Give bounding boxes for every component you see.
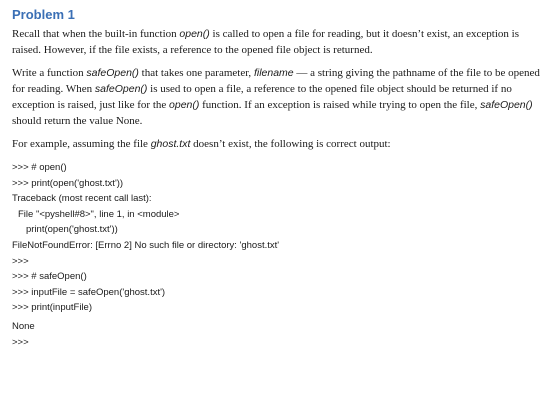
example-paragraph xyxy=(12,136,540,152)
task-paragraph xyxy=(12,65,540,129)
safeopen-function-ref: safeOpen() xyxy=(480,99,533,111)
open-function-ref: open() xyxy=(179,28,210,40)
task-text: is used to open a file, a reference to the opened file object should be returned if no exception is raised, just like for the xyxy=(12,83,512,111)
code-line: >>> print(open('ghost.txt')) xyxy=(12,177,124,189)
intro-text: is called to open a file for reading, but it doesn’t exist, an exception is raised. However, if the file exists, a reference to the opened file object is returned. xyxy=(12,28,520,56)
code-line: >>> # safeOpen() xyxy=(12,271,87,283)
document-page xyxy=(12,6,540,350)
task-text: should return the value None. xyxy=(12,115,143,127)
code-line: Traceback (most recent call last): xyxy=(12,193,152,205)
code-line: print(open('ghost.txt')) xyxy=(26,224,118,236)
safeopen-function-ref: safeOpen() xyxy=(86,67,139,79)
task-text: that takes one parameter, xyxy=(138,67,254,79)
code-line: >>> print(inputFile) xyxy=(12,302,92,314)
intro-text: Recall that when the built-in function xyxy=(12,28,180,40)
filename-param-ref: filename xyxy=(253,67,294,79)
example-text: For example, assuming the file xyxy=(12,138,151,150)
task-text: Write a function xyxy=(12,67,87,79)
code-line: >>> xyxy=(12,336,29,348)
open-function-ref: open() xyxy=(169,99,200,111)
code-line: File "<pyshell#8>", line 1, in <module> xyxy=(18,208,180,220)
code-line: None xyxy=(12,320,35,332)
example-text: doesn’t exist, the following is correct output: xyxy=(190,138,391,150)
code-line: >>> xyxy=(12,255,29,267)
task-text: — a string giving the pathname of the file to be opened for reading. When xyxy=(12,67,540,95)
code-example xyxy=(12,160,540,350)
task-text: function. If an exception is raised while trying to open the file, xyxy=(199,99,481,111)
safeopen-function-ref: safeOpen() xyxy=(94,83,148,95)
code-line: >>> inputFile = safeOpen('ghost.txt') xyxy=(12,286,166,298)
ghost-filename-ref: ghost.txt xyxy=(150,138,191,150)
problem-heading: Problem 1 xyxy=(12,7,75,22)
code-line: FileNotFoundError: [Errno 2] No such file or directory: 'ghost.txt' xyxy=(12,239,280,251)
intro-paragraph xyxy=(12,26,540,58)
code-line: >>> # open() xyxy=(12,162,67,173)
